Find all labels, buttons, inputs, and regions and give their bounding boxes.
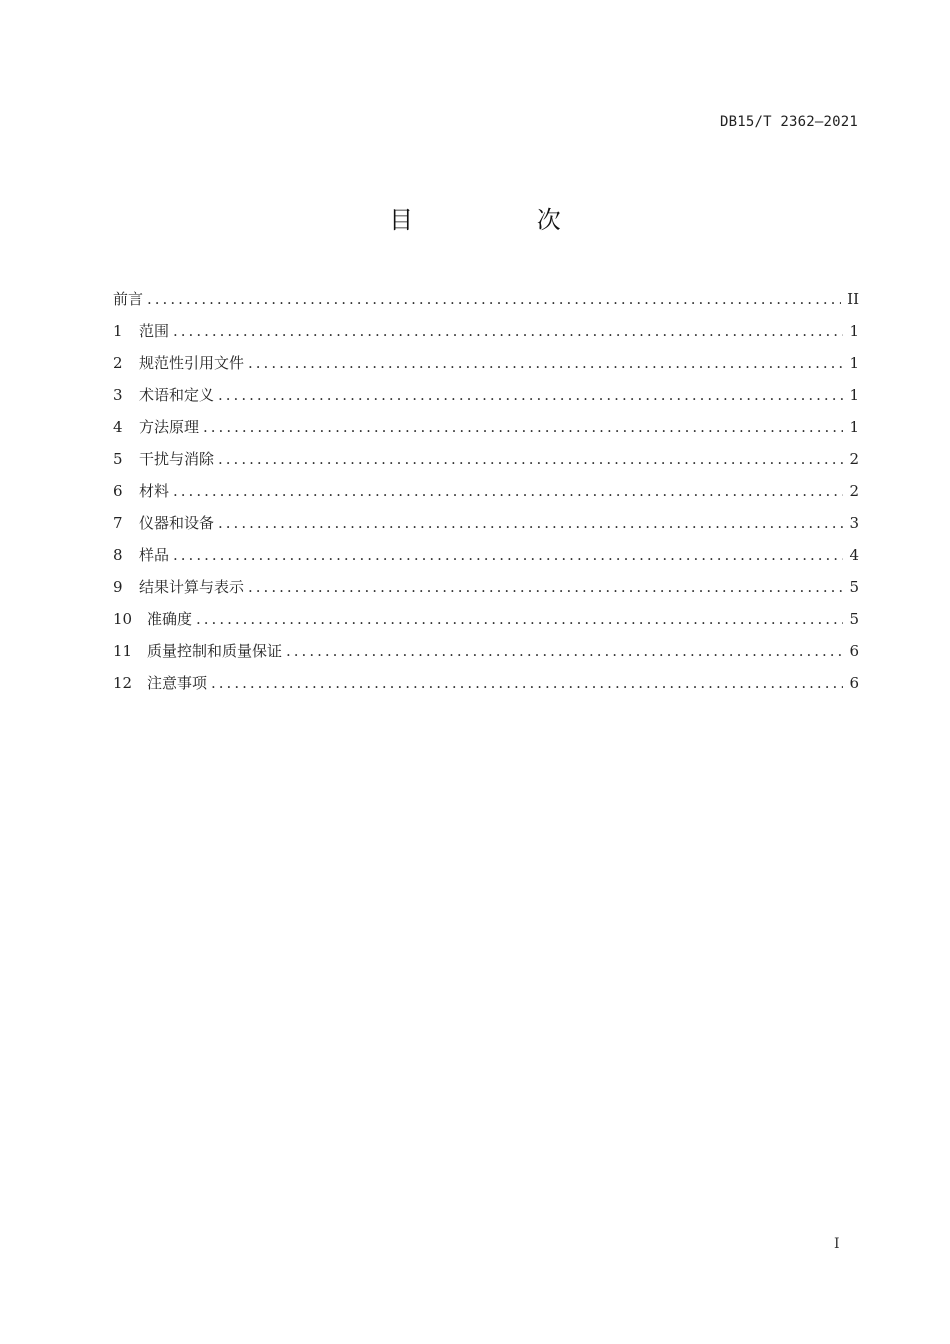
toc-entry-7[interactable] [113, 511, 859, 543]
toc-leader-dots [286, 639, 843, 663]
toc-entry-6[interactable] [113, 479, 859, 511]
toc-leader-dots [173, 479, 843, 503]
toc-entry-title: 规范性引用文件 [139, 354, 245, 372]
toc-entry-page: 2 [849, 482, 859, 500]
page-title: 目 次 [389, 206, 619, 234]
toc-entry-12[interactable] [113, 671, 859, 703]
toc-leader-dots [173, 543, 843, 567]
toc-entry-title: 质量控制和质量保证 [147, 642, 283, 660]
toc-entry-9[interactable] [113, 575, 859, 607]
toc-entry-4[interactable] [113, 415, 859, 447]
toc-entry-page: II [847, 290, 859, 308]
toc-leader-dots [218, 511, 843, 535]
toc-entry-page: 6 [849, 642, 859, 660]
toc-leader-dots [147, 287, 841, 311]
toc-entry-page: 6 [849, 674, 859, 692]
toc-entry-11[interactable] [113, 639, 859, 671]
page-number: I [834, 1236, 840, 1252]
toc-entry-page: 1 [849, 386, 859, 404]
toc-leader-dots [211, 671, 843, 695]
toc-entry-number: 12 [113, 674, 133, 692]
toc-entry-number: 11 [113, 642, 133, 660]
toc-leader-dots [248, 351, 843, 375]
toc-entry-10[interactable] [113, 607, 859, 639]
toc-entry-2[interactable] [113, 351, 859, 383]
toc-entry-8[interactable] [113, 543, 859, 575]
toc-entry-number: 8 [113, 546, 123, 564]
toc-entry-title: 结果计算与表示 [139, 578, 245, 596]
toc-entry-page: 5 [849, 610, 859, 628]
toc-entry-page: 3 [849, 514, 859, 532]
toc-leader-dots [196, 607, 843, 631]
toc-entry-title: 仪器和设备 [139, 514, 215, 532]
toc-entry-5[interactable] [113, 447, 859, 479]
toc-entry-title: 准确度 [147, 610, 193, 628]
toc-entry-number: 9 [113, 578, 123, 596]
toc-entry-title: 干扰与消除 [139, 450, 215, 468]
toc-entry-number: 2 [113, 354, 123, 372]
toc-entry-title: 样品 [139, 546, 170, 564]
toc-entry-1[interactable] [113, 319, 859, 351]
toc-entry-number: 3 [113, 386, 123, 404]
toc-entry-number: 6 [113, 482, 123, 500]
toc-entry-title: 术语和定义 [139, 386, 215, 404]
toc-entry-number: 10 [113, 610, 133, 628]
toc-entry-number: 7 [113, 514, 123, 532]
toc-entry-page: 1 [849, 354, 859, 372]
toc-entry-title: 注意事项 [147, 674, 208, 692]
toc-entry-title: 范围 [139, 322, 170, 340]
toc-entry-number: 5 [113, 450, 123, 468]
toc-entry-number: 4 [113, 418, 123, 436]
toc-leader-dots [203, 415, 843, 439]
toc-leader-dots [248, 575, 843, 599]
toc-entry-foreword[interactable] [113, 287, 859, 319]
toc-entry-page: 1 [849, 418, 859, 436]
toc-leader-dots [173, 319, 843, 343]
document-code: DB15/T 2362—2021 [719, 114, 858, 130]
toc-entry-title: 方法原理 [139, 418, 200, 436]
toc-entry-3[interactable] [113, 383, 859, 415]
toc-entry-page: 1 [849, 322, 859, 340]
toc-entry-title: 前言 [113, 290, 144, 308]
toc-leader-dots [218, 447, 843, 471]
toc-entry-page: 5 [849, 578, 859, 596]
toc-entry-number: 1 [113, 322, 123, 340]
table-of-contents [113, 287, 859, 703]
toc-leader-dots [218, 383, 843, 407]
toc-entry-page: 4 [849, 546, 859, 564]
toc-entry-page: 2 [849, 450, 859, 468]
toc-entry-title: 材料 [139, 482, 170, 500]
